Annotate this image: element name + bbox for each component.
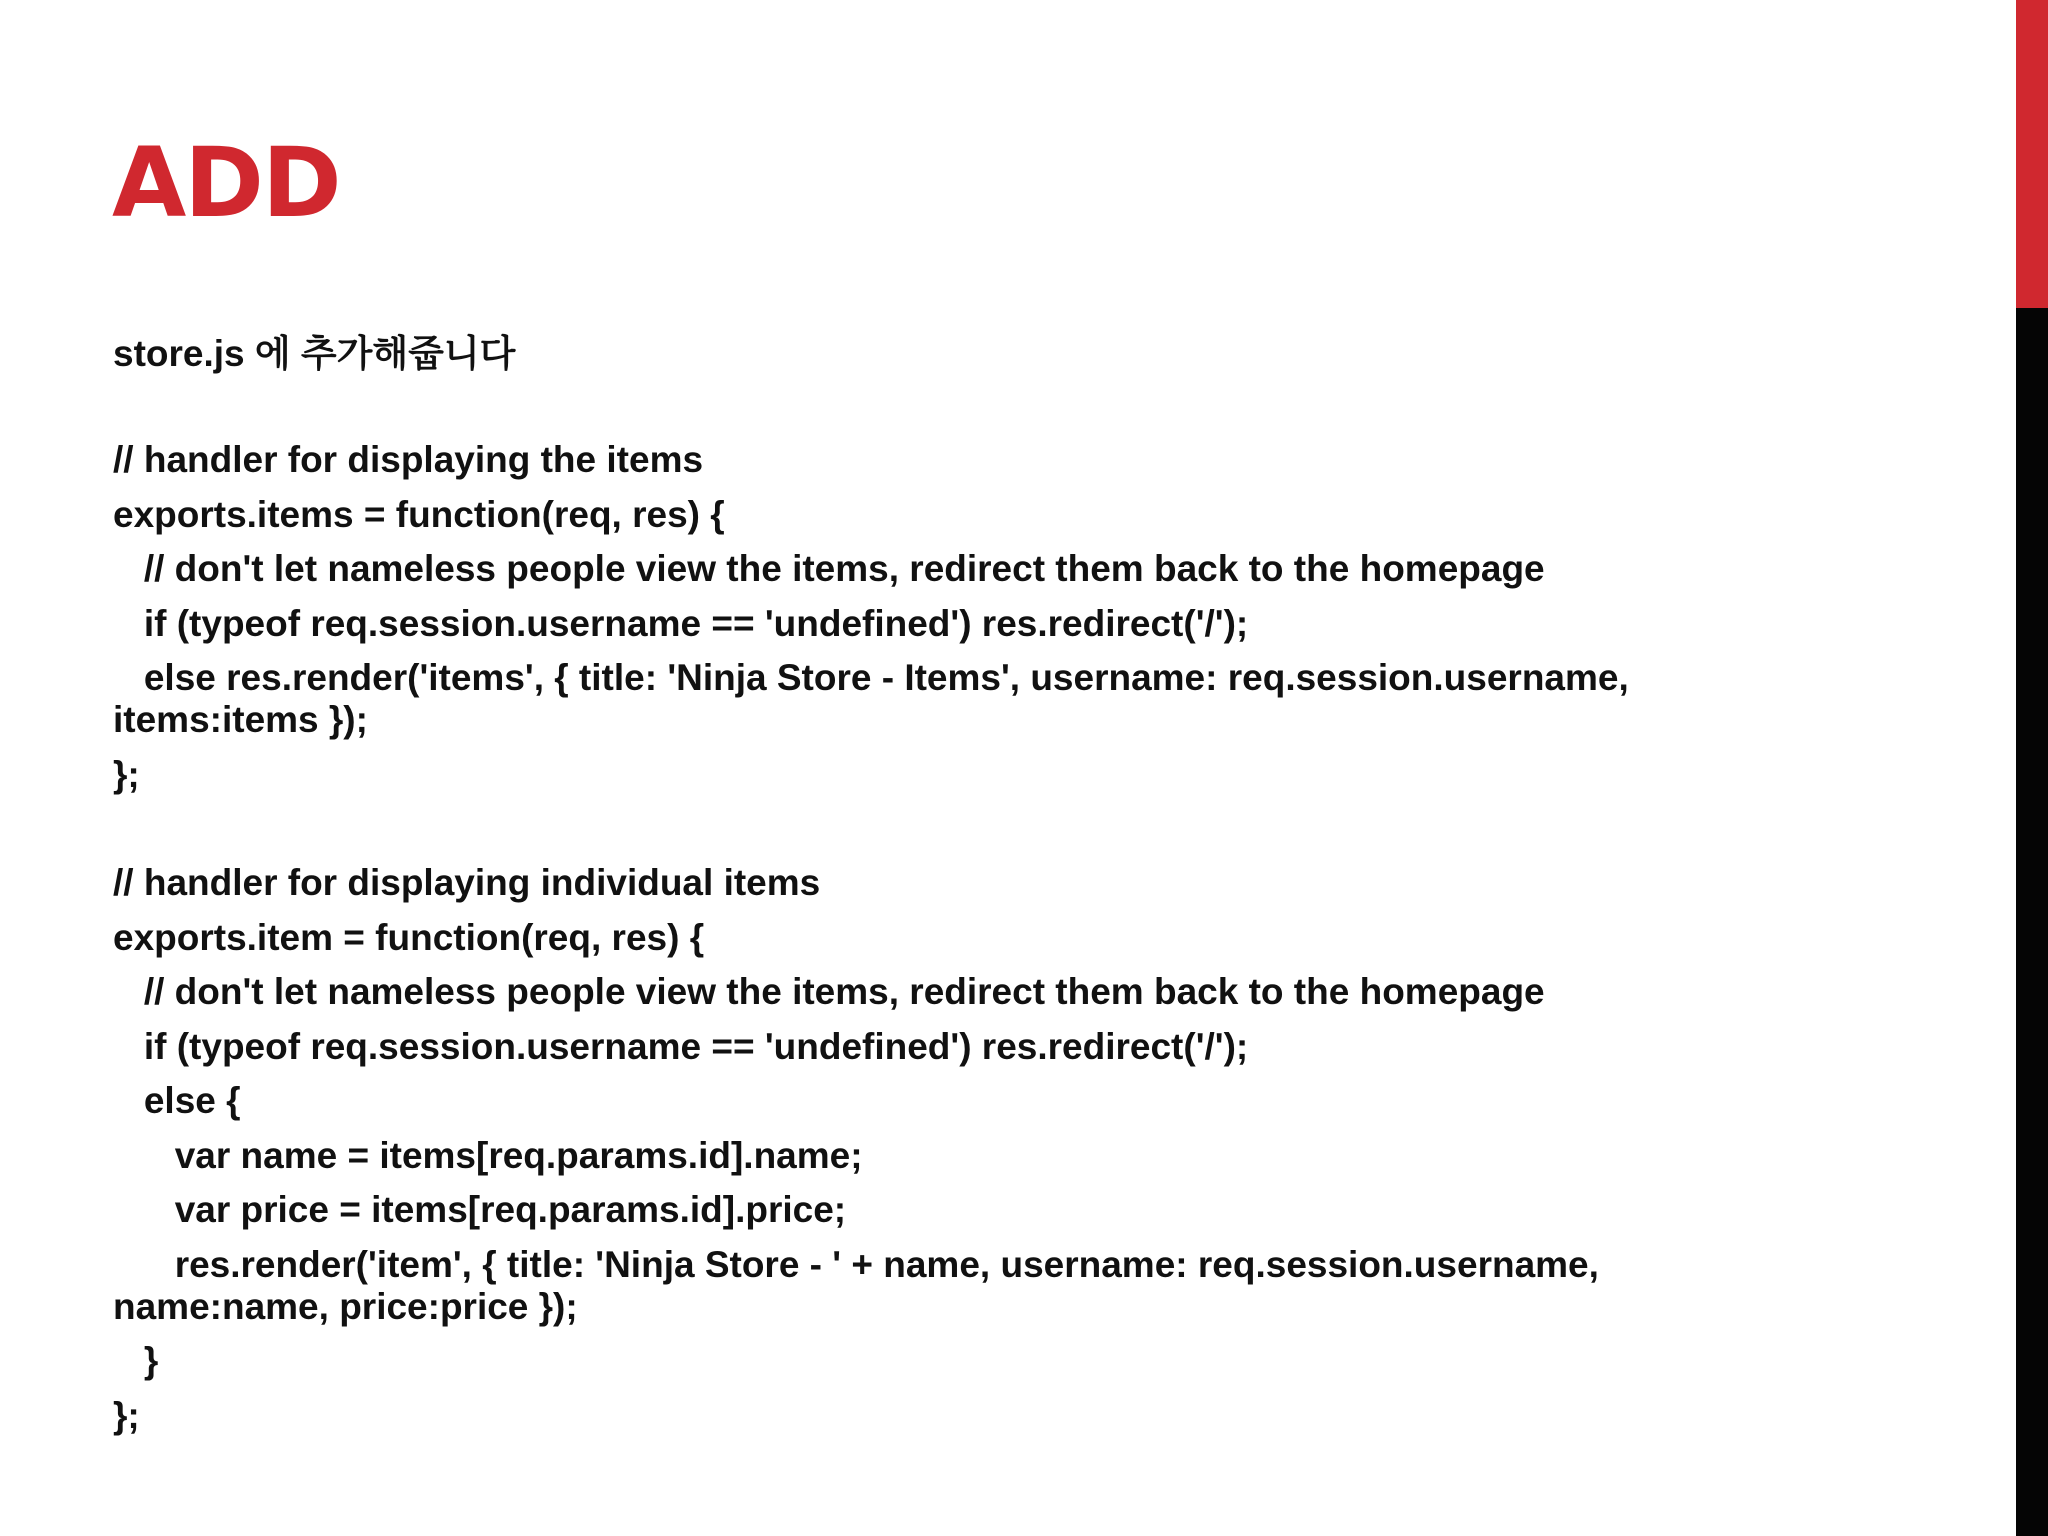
code-line: // don't let nameless people view the items, redirect them back to the homepage <box>113 971 1545 1012</box>
code-line: // handler for displaying the items <box>113 439 704 480</box>
code-line: var name = items[req.params.id].name; <box>113 1134 863 1176</box>
code-line: var price = items[req.params.id].price; <box>113 1189 847 1230</box>
intro-text: store.js 에 추가해줍니다 <box>113 333 516 374</box>
slide-body <box>113 328 1773 1449</box>
code-line: }; <box>113 1394 140 1436</box>
code-line: } <box>113 1340 159 1381</box>
code-block-item-handler <box>113 862 1773 1449</box>
side-bar-red-segment <box>2016 0 2048 308</box>
code-line: else res.render('items', { title: 'Ninja Store - Items', username: req.session.username, items:items }); <box>113 657 1640 740</box>
code-line: else { <box>113 1080 241 1121</box>
code-block-items-handler <box>113 439 1773 808</box>
code-line: }; <box>113 753 140 795</box>
code-line: // don't let nameless people view the items, redirect them back to the homepage <box>113 548 1545 589</box>
code-line: if (typeof req.session.username == 'undefined') res.redirect('/'); <box>113 1025 1249 1067</box>
side-accent-bar <box>2016 0 2048 1536</box>
code-line: exports.items = function(req, res) { <box>113 493 725 535</box>
code-line: res.render('item', { title: 'Ninja Store - ' + name, username: req.session.username, name:name, price:price }); <box>113 1243 1610 1327</box>
code-line: // handler for displaying individual items <box>113 862 821 903</box>
code-line: if (typeof req.session.username == 'undefined') res.redirect('/'); <box>113 602 1249 644</box>
slide-title: ADD <box>112 127 340 239</box>
side-bar-dark-segment <box>2016 308 2048 1536</box>
code-line: exports.item = function(req, res) { <box>113 916 705 958</box>
